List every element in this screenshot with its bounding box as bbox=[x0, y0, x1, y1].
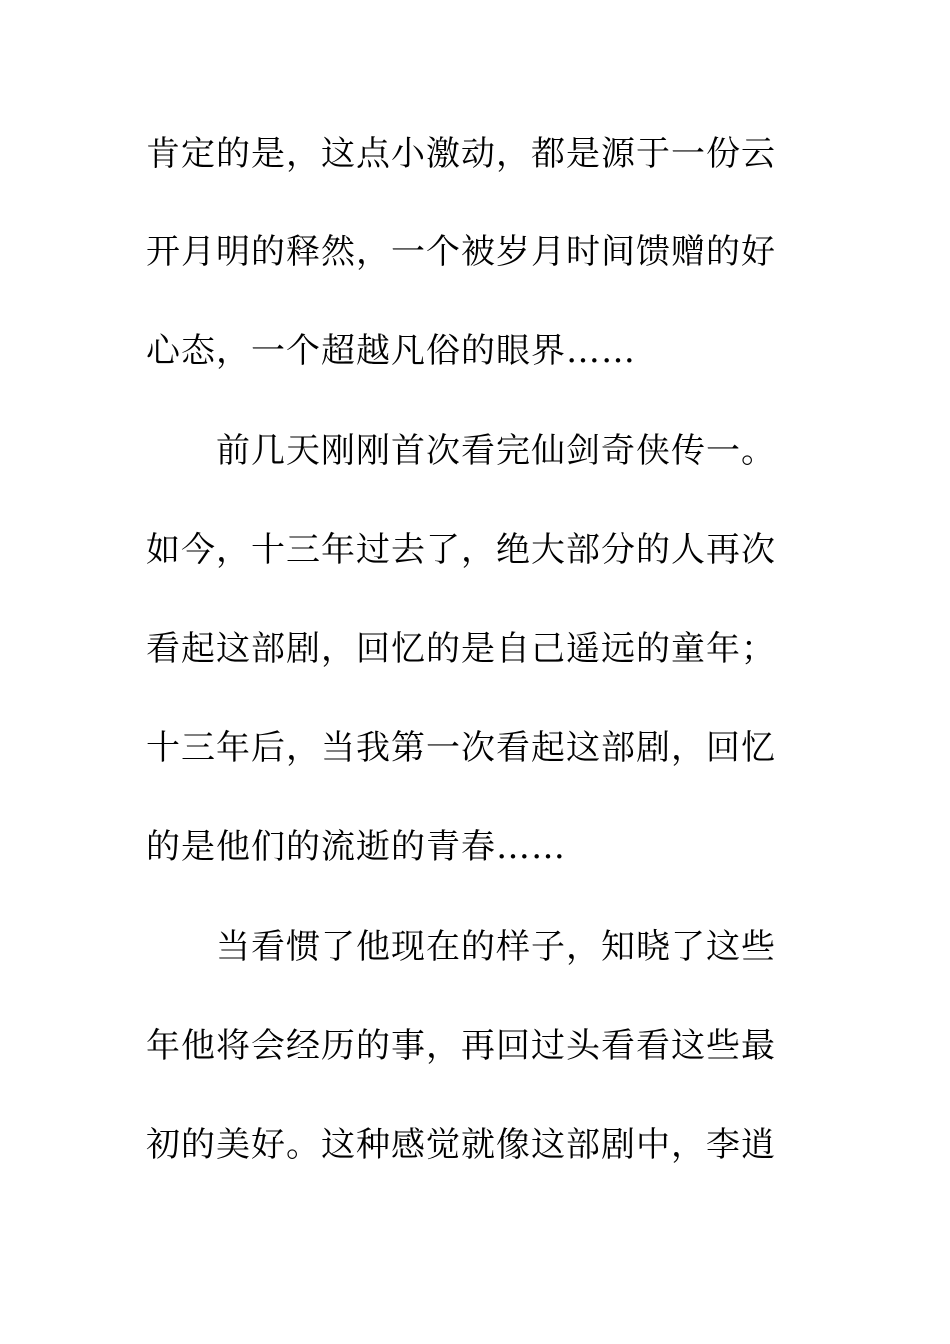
text-line-10: 年他将会经历的事，再回过头看看这些最 bbox=[146, 1026, 776, 1066]
text-line-6: 看起这部剧，回忆的是自己遥远的童年； bbox=[146, 629, 776, 669]
text-line-7: 十三年后，当我第一次看起这部剧，回忆 bbox=[146, 728, 776, 768]
text-line-4: 前几天刚刚首次看完仙剑奇侠传一。 bbox=[216, 431, 776, 471]
text-line-8: 的是他们的流逝的青春…… bbox=[146, 827, 566, 867]
text-line-1: 肯定的是，这点小激动，都是源于一份云 bbox=[146, 134, 776, 174]
text-line-5: 如今，十三年过去了，绝大部分的人再次 bbox=[146, 530, 776, 570]
text-line-2: 开月明的释然，一个被岁月时间馈赠的好 bbox=[146, 232, 776, 272]
text-line-3: 心态，一个超越凡俗的眼界…… bbox=[146, 331, 636, 371]
text-line-9: 当看惯了他现在的样子，知晓了这些 bbox=[216, 927, 776, 967]
text-line-11: 初的美好。这种感觉就像这部剧中，李逍 bbox=[146, 1125, 776, 1165]
